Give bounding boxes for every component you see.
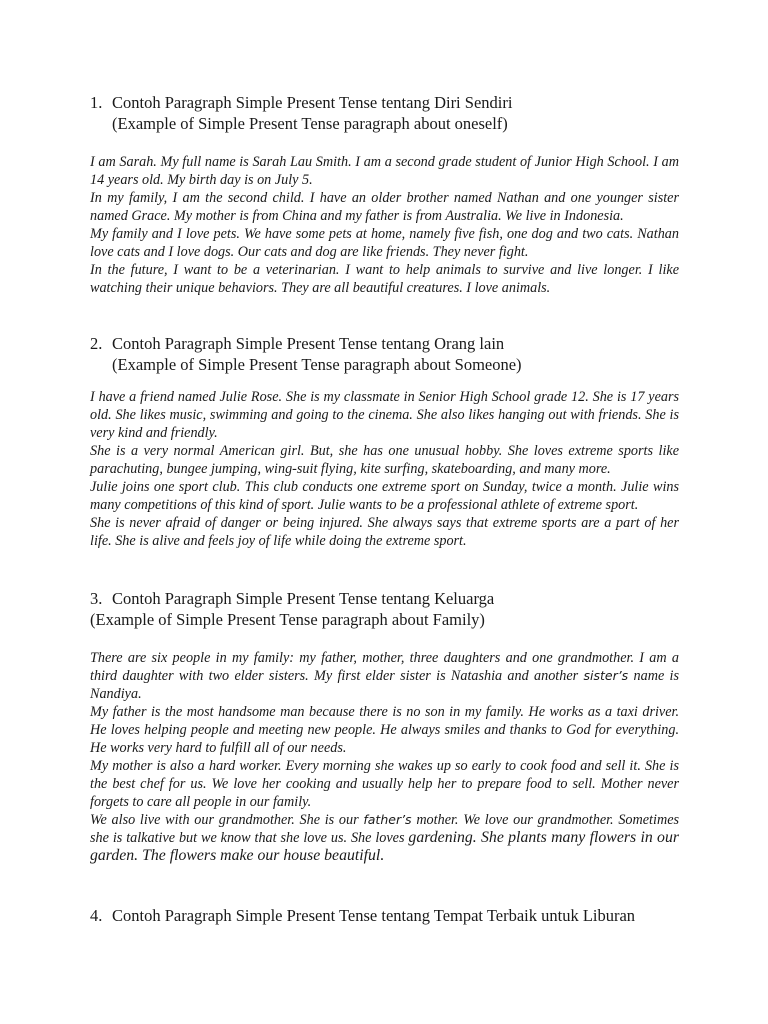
section-2-number: 2. bbox=[90, 334, 103, 353]
section-3-paragraph-4 bbox=[90, 811, 679, 865]
section-4-title: Contoh Paragraph Simple Present Tense tentang Tempat Terbaik untuk Liburan bbox=[112, 906, 636, 925]
section-3-paragraph-1-text-b: sister’s bbox=[583, 668, 629, 683]
section-1-paragraph-2: In my family, I am the second child. I have an older brother named Nathan and one younger sister named Grace. My mother is from China and my father is from Australia. We live in Indonesia. bbox=[90, 190, 679, 224]
section-3-subtitle: (Example of Simple Present Tense paragraph about Family) bbox=[90, 610, 485, 629]
section-3-paragraph-4-text-d: gardening. She plants many flowers in our garden. The flowers make our house beautiful. bbox=[90, 829, 680, 864]
section-4-number: 4. bbox=[90, 906, 103, 925]
section-2-heading bbox=[90, 333, 730, 375]
section-2-paragraph-3: Julie joins one sport club. This club conducts one extreme sport on Sunday, twice a month. Julie wins many competitions of this kind of sport. Julie wants to be a professional athlete of extreme sport. bbox=[90, 479, 679, 513]
section-1-title: Contoh Paragraph Simple Present Tense tentang Diri Sendiri bbox=[112, 93, 513, 112]
section-2-subtitle: (Example of Simple Present Tense paragraph about Someone) bbox=[112, 355, 522, 374]
section-4-heading bbox=[90, 905, 730, 926]
section-3-paragraph-2: My father is the most handsome man because there is no son in my family. He works as a taxi driver. He loves helping people and meeting new people. He always smiles and thanks to God for everything. He works very hard to fulfill all of our needs. bbox=[90, 704, 679, 756]
section-1-paragraph-4: In the future, I want to be a veterinarian. I want to help animals to survive and live longer. I like watching their unique behaviors. They are all beautiful creatures. I love animals. bbox=[90, 262, 679, 296]
section-3-number: 3. bbox=[90, 589, 103, 608]
section-3-heading bbox=[90, 588, 730, 630]
section-3-paragraph-3: My mother is also a hard worker. Every morning she wakes up so early to cook food and sell it. She is the best chef for us. We love her cooking and usually help her to prepare food to sell. Mother never forgets to care all people in our family. bbox=[90, 758, 679, 810]
section-1-subtitle: (Example of Simple Present Tense paragraph about oneself) bbox=[112, 114, 508, 133]
section-2-title: Contoh Paragraph Simple Present Tense tentang Orang lain bbox=[112, 334, 505, 353]
section-3-paragraph-4-text-a: We also live with our grandmother. She is our bbox=[90, 812, 359, 828]
section-3-paragraph-4-text-c: mother. We love our grandmother. Sometimes she is talkative but we know that she love us. She loves bbox=[90, 812, 680, 846]
section-1-paragraph-1: I am Sarah. My full name is Sarah Lau Smith. I am a second grade student of Junior High School. I am 14 years old. My birth day is on July 5. bbox=[90, 154, 679, 188]
section-3-paragraph-1 bbox=[90, 649, 679, 703]
section-3-paragraph-1-text-c: name is Nandiya. bbox=[90, 668, 680, 702]
section-2-paragraph-1: I have a friend named Julie Rose. She is my classmate in Senior High School grade 12. She is 17 years old. She likes music, swimming and going to the cinema. She also likes hanging out with friends. She is very kind and friendly. bbox=[90, 389, 679, 441]
section-3-paragraph-1-text-a: There are six people in my family: my father, mother, three daughters and one grandmother. I am a third daughter with two elder sisters. My first elder sister is Natashia and another bbox=[90, 650, 679, 684]
section-1-heading bbox=[90, 92, 730, 134]
section-1-number: 1. bbox=[90, 93, 103, 112]
section-3-body bbox=[90, 649, 679, 865]
section-1-body bbox=[90, 153, 679, 297]
section-1-paragraph-3: My family and I love pets. We have some pets at home, namely five fish, one dog and two cats. Nathan love cats and I love dogs. Our cats and dog are like friends. They never fight. bbox=[90, 226, 679, 260]
section-2-paragraph-4: She is never afraid of danger or being injured. She always says that extreme sports are a part of her life. She is alive and feels joy of life while doing the extreme sport. bbox=[90, 515, 679, 549]
section-2-paragraph-2: She is a very normal American girl. But, she has one unusual hobby. She loves extreme sports like parachuting, bungee jumping, wing-suit flying, kite surfing, skateboarding, and many more. bbox=[90, 443, 679, 477]
section-3-paragraph-4-text-b: father’s bbox=[363, 812, 412, 827]
section-2-body bbox=[90, 388, 679, 550]
section-3-title: Contoh Paragraph Simple Present Tense tentang Keluarga bbox=[112, 589, 495, 608]
